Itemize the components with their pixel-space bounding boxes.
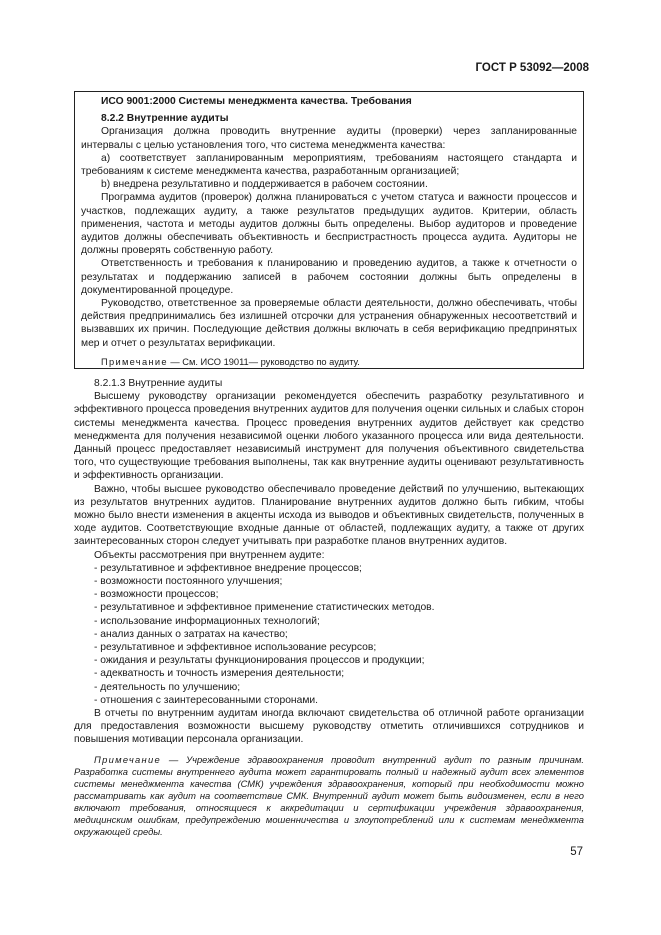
box-paragraph: Организация должна проводить внутренние аудиты (проверки) через запланированные интервалы с целью установления того, что система менеджмента качества:	[81, 126, 577, 151]
quoted-standard-box	[74, 91, 584, 369]
list-item: - деятельность по улучшению;	[94, 681, 241, 693]
body-paragraph: Высшему руководству организации рекомендуется обеспечить разработку результативного и эффективного процесса проведения внутренних аудитов для получения оценки сильных и слабых сторон системы менеджмента качества. Процесс проведения внутренних аудитов действует как средство менеджмента для получения независимой оценки любого указанного процесса или вида деятельности. Данный процесс предоставляет независимый инструмент для получения объективного свидетельства того, что существующие требования выполнены, так как внутренние аудиты оценивают результативность и эффективность организации.	[74, 391, 584, 482]
box-note-label: Примечание	[101, 356, 168, 367]
list-item: - результативное и эффективное использование ресурсов;	[94, 642, 377, 654]
box-title: ИСО 9001:2000 Системы менеджмента качества. Требования	[101, 96, 412, 107]
box-paragraph: Программа аудитов (проверок) должна планироваться с учетом статуса и важности процессов и участков, подлежащих аудиту, а также результатов предыдущих аудитов. Критерии, область применения, частота и методы аудитов должны быть определены. Выбор аудиторов и проведение аудитов должны обеспечивать объективность и беспристрастность процесса аудита. Аудиторы не должны проверять собственную работу.	[81, 192, 577, 257]
box-paragraph: b) внедрена результативно и поддерживается в рабочем состоянии.	[101, 179, 428, 191]
box-paragraph: a) соответствует запланированным мероприятиям, требованиям настоящего стандарта и требованиям к системе менеджмента качества, разработанным организацией;	[81, 152, 577, 178]
body-paragraph: Объекты рассмотрения при внутреннем аудите:	[94, 549, 325, 561]
list-item: - возможности постоянного улучшения;	[94, 576, 283, 588]
main-body	[74, 377, 584, 838]
body-note	[74, 754, 584, 838]
list-item: - ожидания и результаты функционирования процессов и продукции;	[94, 655, 425, 667]
body-paragraph: Важно, чтобы высшее руководство обеспечивало проведение действий по улучшению, вытекающих из результатов внутренних аудитов. Планирование внутренних аудитов должно быть гибким, чтобы можно было внести изменения в акценты исхода из выводов и объективных свидетельств, полученных в ходе аудитов. Соответствующие входные данные от областей, подлежащих аудиту, а также от других заинтересованных сторон следует учитывать при разработке планов внутренних аудитов.	[74, 483, 584, 548]
list-item: - отношения с заинтересованными сторонами.	[94, 694, 319, 706]
body-section-heading: 8.2.1.3 Внутренние аудиты	[94, 378, 223, 389]
list-item: - результативное и эффективное внедрение процессов;	[94, 562, 362, 574]
box-note-text: — См. ИСО 19011— руководство по аудиту.	[170, 356, 360, 367]
body-note-text: — Учреждение здравоохранения проводит внутренний аудит по разным причинам. Разработка системы внутреннего аудита может гарантировать полный и надежный аудит всех элементов системы менеджмента качества (СМК) учреждения здравоохранения, который при необходимости можно рассматривать как аудит на соответствие СМК. Внутренний аудит может быть видоизменен, если в него включают требования, относящиеся к аккредитации и сертификации учреждения здравоохранения, медицинским ошибкам, предупреждению мошенничества и злоупотреблений или к системам менеджмента окружающей среды.	[74, 753, 584, 837]
body-final-paragraph: В отчеты по внутренним аудитам иногда включают свидетельства об отличной работе организации для предоставления возможности высшему руководству отметить отличившихся сотрудников и повышения мотивации персонала организации.	[74, 708, 584, 746]
list-item: - анализ данных о затратах на качество;	[94, 628, 288, 640]
box-note	[81, 356, 577, 368]
list-item: - возможности процессов;	[94, 589, 219, 601]
box-paragraph: Ответственность и требования к планированию и проведению аудитов, а также к отчетности о результатах и поддержанию записей в рабочем состоянии должны быть определены в документированной процедуре.	[81, 258, 577, 296]
body-note-label: Примечание	[94, 753, 161, 765]
box-paragraph: Руководство, ответственное за проверяемые области деятельности, должно обеспечивать, чтобы действия предпринимались без излишней отсрочки для устранения обнаруженных несоответствий и вызвавших их причин. Последующие действия должны включать в себя верификацию предпринятых мер и отчет о результатах верификации.	[81, 298, 577, 349]
list-item: - использование информационных технологий;	[94, 615, 320, 627]
page-number: 57	[570, 846, 583, 858]
box-section-heading: 8.2.2 Внутренние аудиты	[101, 113, 229, 125]
document-header: ГОСТ Р 53092—2008	[475, 62, 589, 74]
list-item: - адекватность и точность измерения деятельности;	[94, 668, 345, 680]
list-item: - результативное и эффективное применение статистических методов.	[94, 602, 435, 614]
